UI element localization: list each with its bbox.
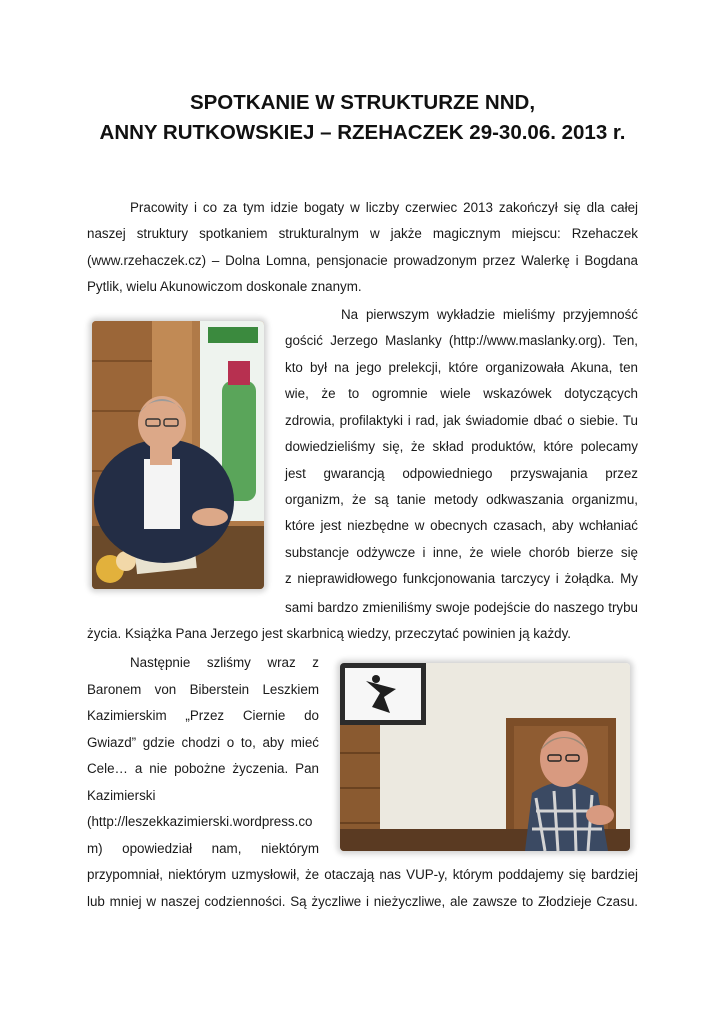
paragraph-line: organizm, że są tanie metody odkwaszania organizmu, bbox=[285, 492, 638, 507]
paragraph-line: przypomniał, niektórym uzmysłowił, że otaczają nas VUP-y, którym poddajemy się bardziej bbox=[87, 867, 638, 882]
paragraph-line: (www.rzehaczek.cz) – Dolna Lomna, pensjonacie prowadzonym przez Walerkę i Bogdana bbox=[87, 253, 638, 268]
paragraph-line: zdrowia, profilaktyki i rad, jak świadomie dbać o siebie. Tu bbox=[285, 413, 638, 428]
paragraph-line: sami bardzo zmieniliśmy swoje podejście do naszego trybu bbox=[285, 600, 638, 615]
paragraph-line: Baronem von Biberstein Leszkiem bbox=[87, 682, 319, 697]
paragraph-line: naszej struktury spotkaniem strukturalnym w jakże magicznym miejscu: Rzehaczek bbox=[87, 226, 638, 241]
paragraph-line: gościć Jerzego Maslanky (http://www.maslanky.org). Ten, bbox=[285, 333, 638, 348]
paragraph-line: jest gwarancją odpowiedniego przyswajania przez bbox=[285, 466, 638, 481]
paragraph-line: lub mniej w naszej codzienności. Są życzliwe i nieżyczliwe, ale zawsze to Złodzieje Czasu. bbox=[87, 894, 638, 909]
title-line-1: SPOTKANIE W STRUKTURZE NND, bbox=[189, 91, 536, 114]
speaker-photo bbox=[92, 321, 264, 589]
paragraph-line: Następnie szliśmy wraz z bbox=[130, 655, 319, 670]
page-title bbox=[60, 88, 665, 148]
paragraph-line: (http://leszekkazimierski.wordpress.co bbox=[87, 814, 313, 829]
lecturer-photo bbox=[340, 663, 630, 851]
title-line-2: ANNY RUTKOWSKIEJ – RZEHACZEK 29-30.06. 2013 r. bbox=[99, 121, 626, 144]
paragraph-line: które jest niezbędne w obecnych czasach, aby wchłaniać bbox=[285, 518, 638, 533]
paragraph-line: Kazimierskim „Przez Ciernie do bbox=[87, 708, 319, 723]
paragraph-line: Cele… a nie pobożne życzenia. Pan bbox=[87, 761, 319, 776]
paragraph-line: Na pierwszym wykładzie mieliśmy przyjemność bbox=[341, 307, 638, 322]
paragraph-line: dowiedzieliśmy się, że skład produktów, które polecamy bbox=[285, 439, 638, 454]
paragraph-line: wie, że to ogromnie wiele wskazówek dotyczących bbox=[285, 386, 638, 401]
paragraph-line: kto był na jego prelekcji, które organizowała Akuna, ten bbox=[285, 360, 638, 375]
paragraph-line: substancje odżywcze i inne, że wiele chorób bierze się bbox=[285, 545, 638, 560]
paragraph-line: Kazimierski bbox=[87, 788, 156, 803]
paragraph-line: Gwiazd” gdzie chodzi o to, aby mieć bbox=[87, 735, 319, 750]
paragraph-line: Pracowity i co za tym idzie bogaty w liczby czerwiec 2013 zakończył się dla całej bbox=[130, 200, 638, 215]
paragraph-line: życia. Książka Pana Jerzego jest skarbnicą wiedzy, przeczytać powinien ją każdy. bbox=[87, 626, 572, 641]
paragraph-line: m) opowiedział nam, niektórym bbox=[87, 841, 319, 856]
paragraph-line: z nieprawidłowego funkcjonowania tarczycy i żołądka. My bbox=[285, 571, 638, 586]
paragraph-line: Pytlik, wielu Akunowiczom doskonale znanym. bbox=[87, 279, 362, 294]
